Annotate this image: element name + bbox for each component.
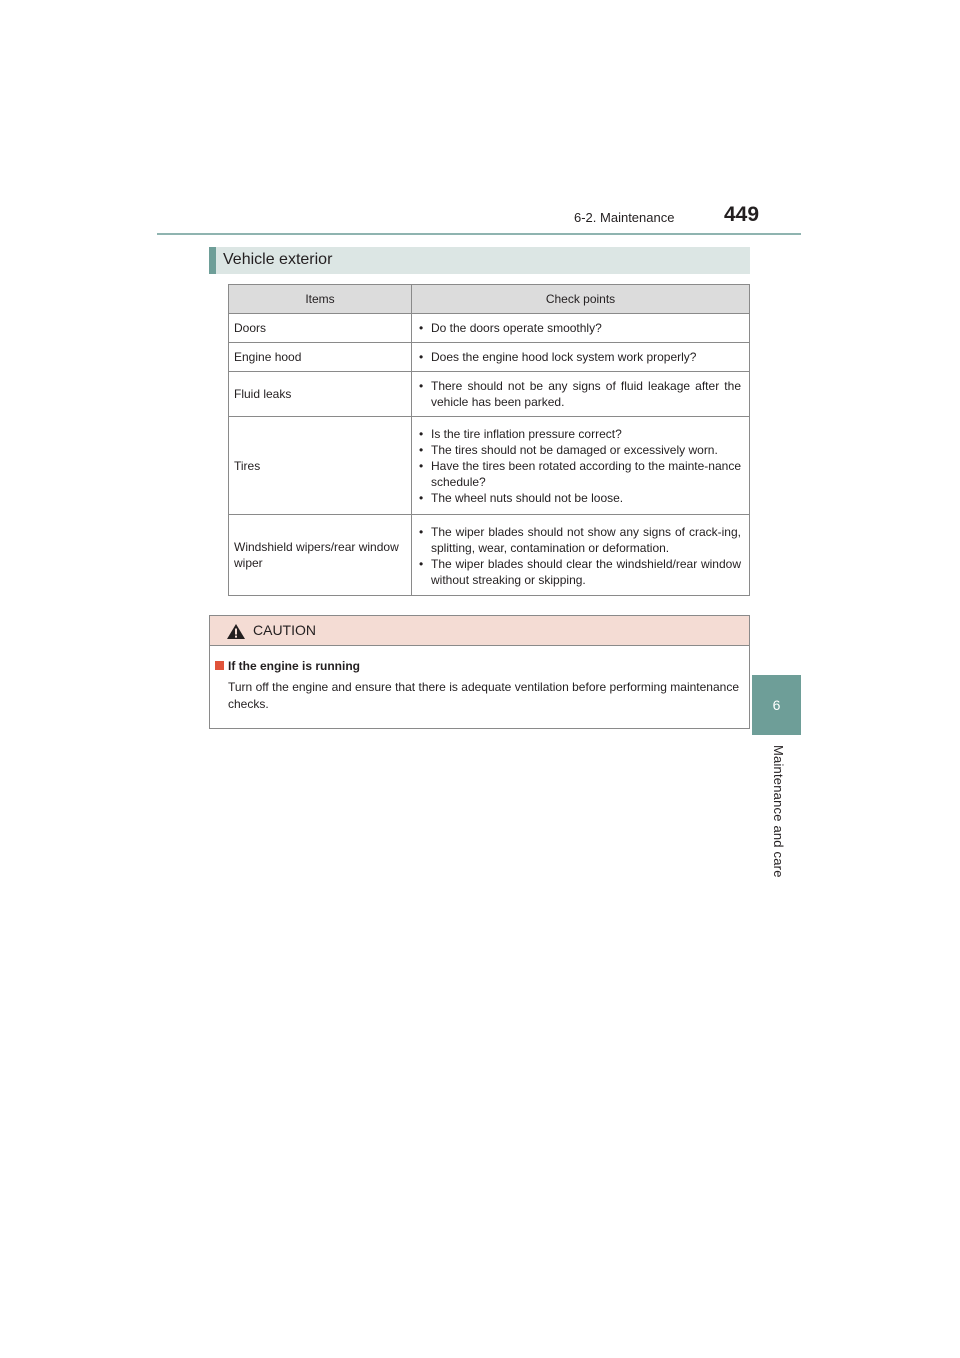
check-point: • Do the doors operate smoothly? [417,320,741,336]
page-number: 449 [724,203,760,226]
check-point: • There should not be any signs of fluid leakage after the vehicle has been parked. [417,378,741,410]
section-accent [209,247,216,274]
caution-heading [215,659,360,673]
column-header-check-points: Check points [412,285,750,314]
table-row [229,314,750,343]
check-point: • The wheel nuts should not be loose. [417,490,741,506]
section-label: 6-2. Maintenance [574,210,675,225]
check-point: • The wiper blades should not show any signs of crack-ing, splitting, wear, contamination or deformation. [417,524,741,556]
item-cell: Doors [229,314,412,343]
section-title: Vehicle exterior [223,251,333,268]
caution-box [209,615,750,729]
check-points-cell [412,515,750,596]
check-point: • The wiper blades should clear the windshield/rear window without streaking or skipping. [417,556,741,588]
caution-header [210,616,749,646]
section-heading [209,247,750,274]
check-points-cell [412,314,750,343]
table-row [229,515,750,596]
chapter-label: Maintenance and care [771,745,786,878]
check-points-cell [412,372,750,417]
caution-heading-text: If the engine is running [228,659,360,673]
item-cell: Engine hood [229,343,412,372]
check-point: • Is the tire inflation pressure correct? [417,426,741,442]
item-cell: Tires [229,417,412,515]
check-point: • Have the tires been rotated according to the mainte-nance schedule? [417,458,741,490]
table-row [229,343,750,372]
chapter-tab [752,675,801,735]
check-point: • Does the engine hood lock system work properly? [417,349,741,365]
square-bullet-icon [215,661,224,670]
check-point: • The tires should not be damaged or excessively worn. [417,442,741,458]
caution-body: Turn off the engine and ensure that there is adequate ventilation before performing maintenance checks. [228,680,739,711]
item-cell: Windshield wipers/rear window wiper [229,515,412,596]
check-points-cell [412,343,750,372]
column-header-items: Items [229,285,412,314]
chapter-number: 6 [772,697,781,713]
caution-title: CAUTION [253,622,316,638]
table-row [229,372,750,417]
item-cell: Fluid leaks [229,372,412,417]
check-points-cell [412,417,750,515]
table-row [229,417,750,515]
warning-triangle-icon [226,623,246,645]
header-rule [157,233,801,235]
table-header-row [229,285,750,314]
check-table [228,284,750,596]
